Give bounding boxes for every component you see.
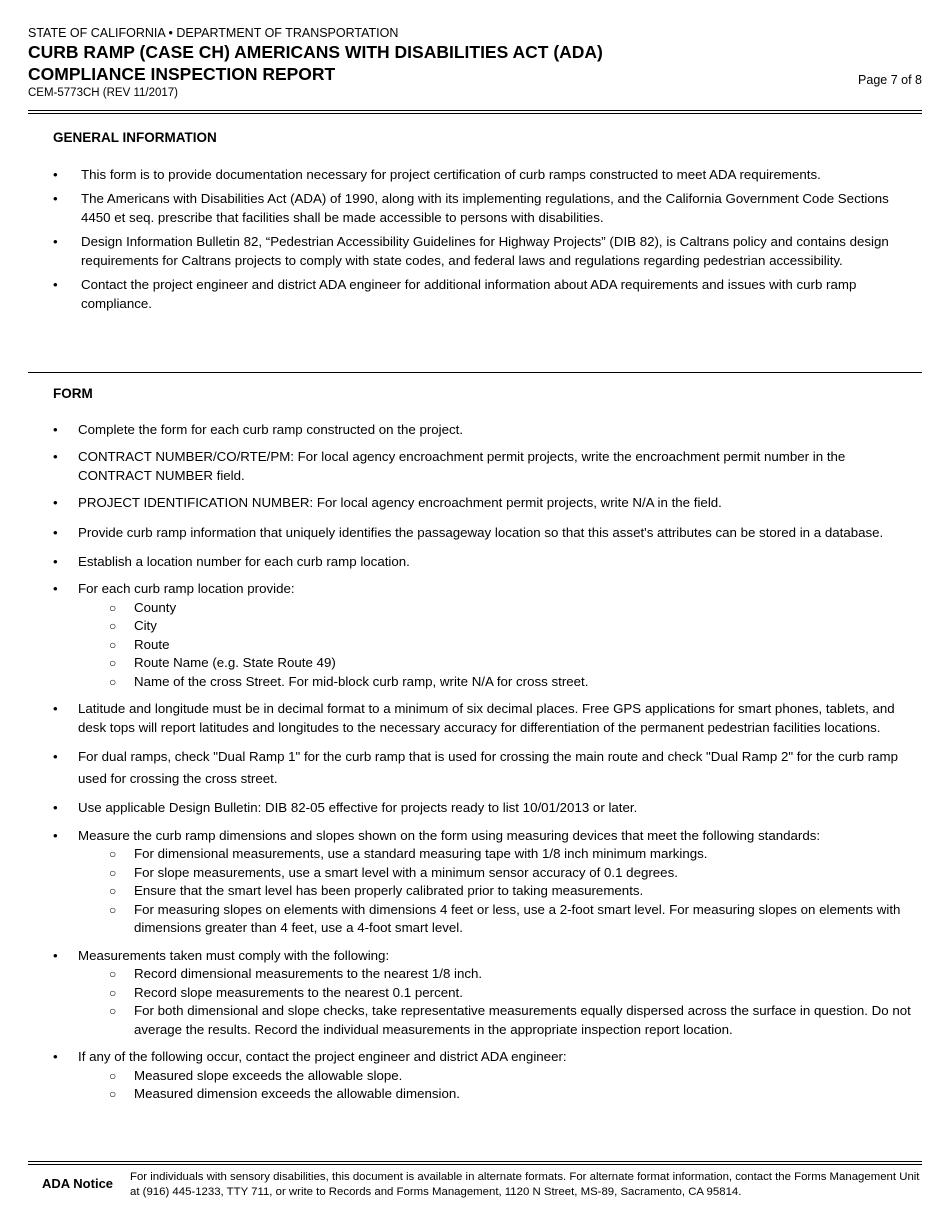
measure-sublist	[78, 845, 915, 938]
list-item-text: For each curb ramp location provide:	[78, 581, 295, 596]
list-item: • PROJECT IDENTIFICATION NUMBER: For local agency encroachment permit projects, write N/A in the field.	[53, 494, 915, 513]
sub-list-item: ○ Route Name (e.g. State Route 49)	[78, 654, 915, 673]
list-item: • Contact the project engineer and district ADA engineer for additional information about ADA requirements and issues with curb ramp compliance.	[53, 276, 915, 313]
sub-list-item: ○ County	[78, 599, 915, 618]
footer-divider	[28, 1161, 922, 1165]
list-item: • Complete the form for each curb ramp constructed on the project.	[53, 421, 915, 440]
list-item: • Use applicable Design Bulletin: DIB 82-05 effective for projects ready to list 10/01/2013 or later.	[53, 799, 915, 818]
sub-list-item: ○ For slope measurements, use a smart level with a minimum sensor accuracy of 0.1 degrees.	[78, 864, 915, 883]
document-header	[28, 26, 922, 101]
list-item: • Latitude and longitude must be in decimal format to a minimum of six decimal places. Free GPS applications for smart phones, tablets, and desk tops will report latitudes and longitudes to the necessary accuracy for differentiation of the permanent pedestrian facilities locations.	[53, 700, 915, 737]
list-item: • For dual ramps, check "Dual Ramp 1" for the curb ramp that is used for crossing the main route and check "Dual Ramp 2" for the curb ramp used for crossing the cross street.	[53, 746, 915, 790]
section-title: FORM	[53, 386, 93, 401]
section-title: GENERAL INFORMATION	[53, 130, 217, 145]
sub-list-item: ○ For measuring slopes on elements with dimensions 4 feet or less, use a 2-foot smart level. For measuring slopes on elements with dimensions greater than 4 feet, use a 4-foot smart level.	[78, 901, 915, 938]
list-item-text: If any of the following occur, contact the project engineer and district ADA engineer:	[78, 1049, 567, 1064]
sub-list-item: ○ Ensure that the smart level has been properly calibrated prior to taking measurements.	[78, 882, 915, 901]
sub-list-item: ○ For dimensional measurements, use a standard measuring tape with 1/8 inch minimum markings.	[78, 845, 915, 864]
form-section	[53, 385, 915, 1113]
sub-list-item: ○ Measured dimension exceeds the allowable dimension.	[78, 1085, 915, 1104]
sub-list-item: ○ Record slope measurements to the nearest 0.1 percent.	[78, 984, 915, 1003]
form-number: CEM-5773CH (REV 11/2017)	[28, 87, 178, 99]
list-item-text: Measure the curb ramp dimensions and slopes shown on the form using measuring devices that meet the following standards:	[78, 827, 821, 843]
list-item: • Design Information Bulletin 82, “Pedestrian Accessibility Guidelines for Highway Projects” (DIB 82), is Caltrans policy and contains design requirements for Caltrans projects to comply with state codes, and federal laws and regulations regarding pedestrian accessibility.	[53, 233, 915, 270]
list-item	[53, 580, 915, 691]
sub-list-item: ○ Measured slope exceeds the allowable slope.	[78, 1067, 915, 1086]
sub-list-item: ○ For both dimensional and slope checks, take representative measurements equally dispersed across the surface in question. Do not average the results. Record the individual measurements in the appropriate inspection report location.	[78, 1002, 915, 1039]
sub-list-item: ○ City	[78, 617, 915, 636]
location-sublist	[78, 599, 915, 692]
general-list	[53, 166, 915, 314]
form-title-line-1: CURB RAMP (CASE CH) AMERICANS WITH DISABILITIES ACT (ADA)	[28, 42, 603, 62]
contact-sublist	[78, 1067, 915, 1104]
list-item: • The Americans with Disabilities Act (ADA) of 1990, along with its implementing regulations, and the California Government Code Sections 4450 et seq. prescribe that facilities shall be made accessible to persons with disabilities.	[53, 190, 915, 227]
agency-line: STATE OF CALIFORNIA • DEPARTMENT OF TRANSPORTATION	[28, 26, 399, 40]
page-number: Page 7 of 8	[858, 73, 922, 87]
section-divider	[28, 372, 922, 373]
sub-list-item: ○ Name of the cross Street. For mid-block curb ramp, write N/A for cross street.	[78, 673, 915, 692]
list-item: • Establish a location number for each curb ramp location.	[53, 553, 915, 572]
list-item-text: Measurements taken must comply with the following:	[78, 947, 390, 963]
list-item	[53, 1048, 915, 1104]
general-information-section	[53, 129, 915, 319]
form-list	[53, 421, 915, 1104]
sub-list-item: ○ Route	[78, 636, 915, 655]
form-title-line-2: COMPLIANCE INSPECTION REPORT	[28, 64, 336, 84]
header-divider	[28, 110, 922, 114]
comply-sublist	[78, 965, 915, 1039]
ada-notice-label: ADA Notice	[42, 1176, 114, 1191]
list-item	[53, 827, 915, 938]
sub-list-item: ○ Record dimensional measurements to the nearest 1/8 inch.	[78, 965, 915, 984]
list-item	[53, 947, 915, 1040]
list-item: • Provide curb ramp information that uniquely identifies the passageway location so that this asset's attributes can be stored in a database.	[53, 522, 915, 544]
list-item: • CONTRACT NUMBER/CO/RTE/PM: For local agency encroachment permit projects, write the encroachment permit number in the CONTRACT NUMBER field.	[53, 448, 915, 485]
ada-notice-text: For individuals with sensory disabilities, this document is available in alternate formats. For alternate format information, contact the Forms Management Unit at (916) 445-1233, TTY 711, or write to Records and Forms Management, 1120 N Street, MS-89, Sacramento, CA 95814.	[130, 1171, 920, 1198]
list-item: • This form is to provide documentation necessary for project certification of curb ramps constructed to meet ADA requirements.	[53, 166, 915, 185]
